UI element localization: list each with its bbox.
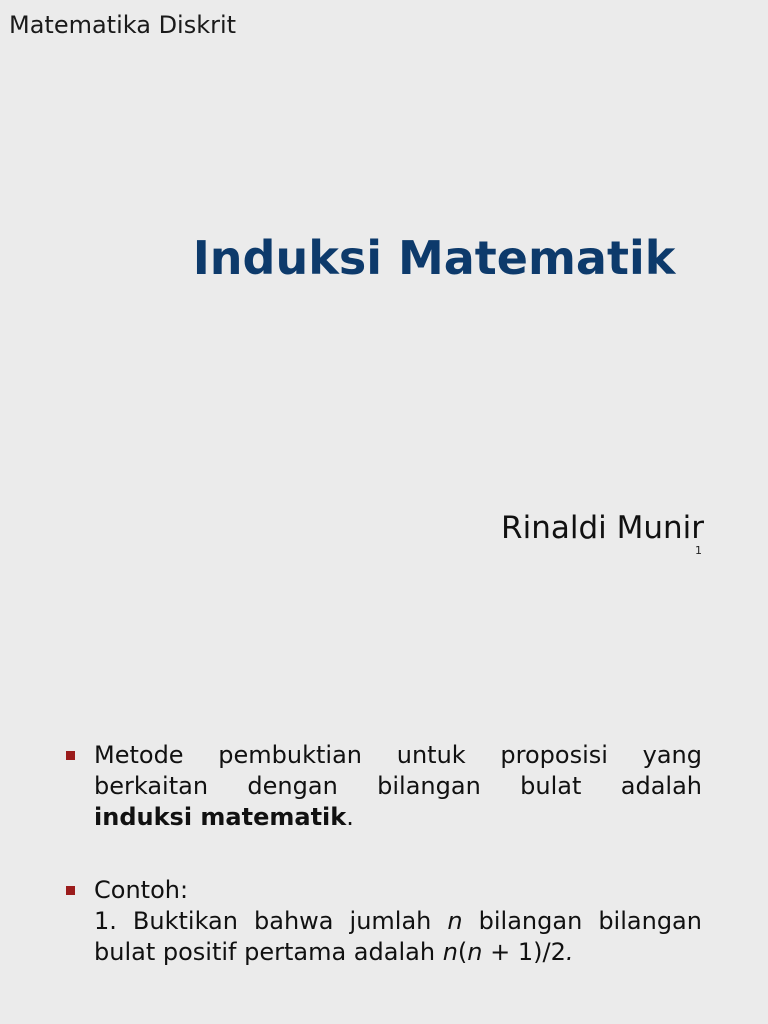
- example-line: bulat positif pertama adalah n(n + 1)/2.: [94, 938, 574, 966]
- slide-title: Induksi Matematik: [192, 231, 676, 285]
- bullet-line: Metode pembuktian untuk proposisi yang: [94, 741, 702, 769]
- bullet-square-icon: [66, 751, 75, 760]
- author-name: Rinaldi Munir: [501, 510, 704, 546]
- content-slide: [0, 700, 768, 1024]
- bold-term: induksi matematik: [94, 803, 347, 831]
- bullet-line: [94, 802, 702, 833]
- page-number: 1: [695, 544, 702, 557]
- bullet-item: [66, 875, 702, 968]
- bullet-item: [66, 740, 702, 833]
- bullet-text: [94, 740, 702, 833]
- bullet-line: berkaitan dengan bilangan bulat adalah: [94, 772, 702, 800]
- bullet-text: [94, 875, 702, 968]
- bullet-label: Contoh:: [94, 876, 189, 904]
- bullet-square-icon: [66, 886, 75, 895]
- course-title: Matematika Diskrit: [9, 11, 237, 39]
- example-line: 1. Buktikan bahwa jumlah n bilangan bilangan: [94, 907, 702, 935]
- period: .: [346, 803, 354, 831]
